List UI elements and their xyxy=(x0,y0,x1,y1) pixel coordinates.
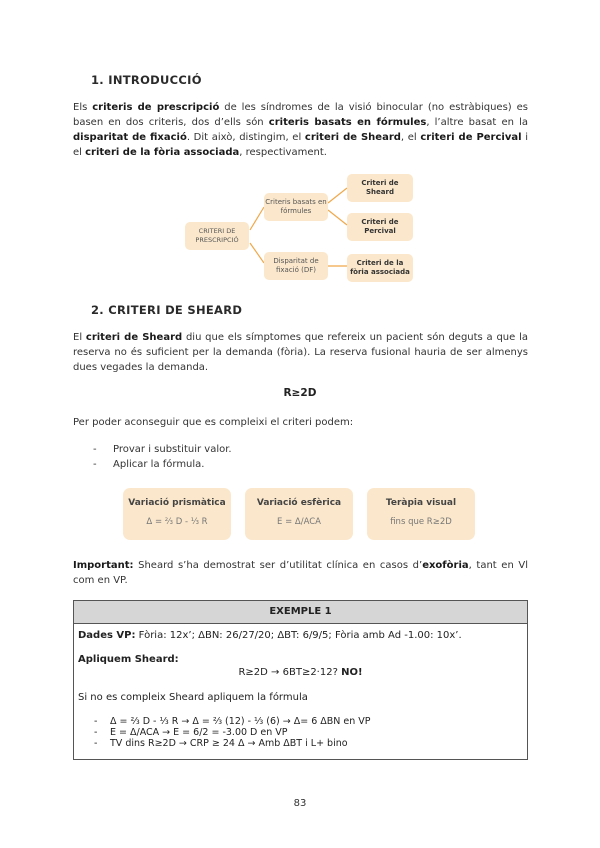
connector-formulas-sheard xyxy=(328,188,347,203)
important-note: Important: Sheard s’ha demostrat ser d’utilitat clínica en casos d’exofòria, tant en Vl com en VP. xyxy=(73,560,529,586)
prescription-criteria-diagram xyxy=(0,0,600,300)
diagram-formulas-box: Criteris basats en fórmules xyxy=(264,193,328,221)
card-formula: Δ = ⅔ D - ⅓ R xyxy=(146,517,208,527)
card-title: Teràpia visual xyxy=(385,498,457,508)
example-box xyxy=(73,600,528,760)
example-check-text: R≥2D → 6BT≥2·12? xyxy=(238,667,342,678)
example-check-result: NO! xyxy=(341,667,363,678)
example-title: EXEMPLE 1 xyxy=(74,601,527,624)
diagram-disparity-box: Disparitat de fixació (DF) xyxy=(264,252,328,280)
example-step: - TV dins R≥2D → CRP ≥ 24 Δ → Amb ΔBT i L+ bino xyxy=(94,738,348,749)
method-intro: Per poder aconseguir que es compleixi el criteri podem: xyxy=(73,417,354,428)
example-data-line xyxy=(78,630,462,641)
diagram-foria-box: Criteri de la fòria associada xyxy=(347,254,413,282)
intro-paragraph: Els criteris de prescripció de les síndromes de la visió binocular (no estràbiques) es basen en dos criteris, dos d’ells són criteris basats en fórmules, l’altre basat en la disparitat de fixació. Dit això, distingim, el criteri de Sheard, el criteri de Percival i el criteri de la fòria associada, respectivament. xyxy=(73,102,528,158)
card-prismatic-variation xyxy=(123,488,231,540)
example-apply-label: Apliquem Sheard: xyxy=(78,654,179,665)
card-formula: E = Δ/ACA xyxy=(277,517,321,527)
diagram-root-box: CRITERI DE PRESCRIPCIÓ xyxy=(185,222,249,250)
sheard-formula: R≥2D xyxy=(283,387,317,399)
section-heading-sheard: 2. CRITERI DE SHEARD xyxy=(91,303,243,317)
diagram-percival-box: Criteri de Percival xyxy=(347,213,413,241)
list-item: - Provar i substituir valor. xyxy=(93,444,232,455)
section-heading-introduccio: 1. INTRODUCCIÓ xyxy=(91,73,202,87)
connector-formulas-percival xyxy=(328,210,347,225)
example-check-line xyxy=(74,667,527,678)
example-data-values: Fòria: 12x’; ΔBN: 26/27/20; ΔBT: 6/9/5; Fòria amb Ad -1.00: 10x’. xyxy=(135,630,462,641)
example-no-compleix: Si no es compleix Sheard apliquem la fórmula xyxy=(78,692,308,703)
card-title: Variació esfèrica xyxy=(256,498,342,508)
card-spherical-variation xyxy=(245,488,353,540)
connector-root-formulas xyxy=(250,207,264,230)
example-step: - Δ = ⅔ D - ⅓ R → Δ = ⅔ (12) - ⅓ (6) → Δ= 6 ΔBN en VP xyxy=(94,716,371,727)
method-list xyxy=(93,442,232,472)
card-formula: fins que R≥2D xyxy=(390,517,452,527)
diagram-sheard-box: Criteri de Sheard xyxy=(347,174,413,202)
card-title: Variació prismàtica xyxy=(128,498,226,508)
sheard-paragraph: El criteri de Sheard diu que els símptomes que refereix un pacient són deguts a que la reserva no és suficient per la demanda (fòria). La reserva fusional hauria de ser almenys dues vegades la demanda. xyxy=(73,332,528,373)
example-step: - E = Δ/ACA → E = 6/2 = -3.00 D en VP xyxy=(94,727,288,738)
connector-root-disparity xyxy=(250,243,264,263)
example-data-label: Dades VP: xyxy=(78,630,136,641)
card-visual-therapy xyxy=(367,488,475,540)
page-number: 83 xyxy=(293,798,307,809)
list-item: - Aplicar la fórmula. xyxy=(93,459,205,470)
